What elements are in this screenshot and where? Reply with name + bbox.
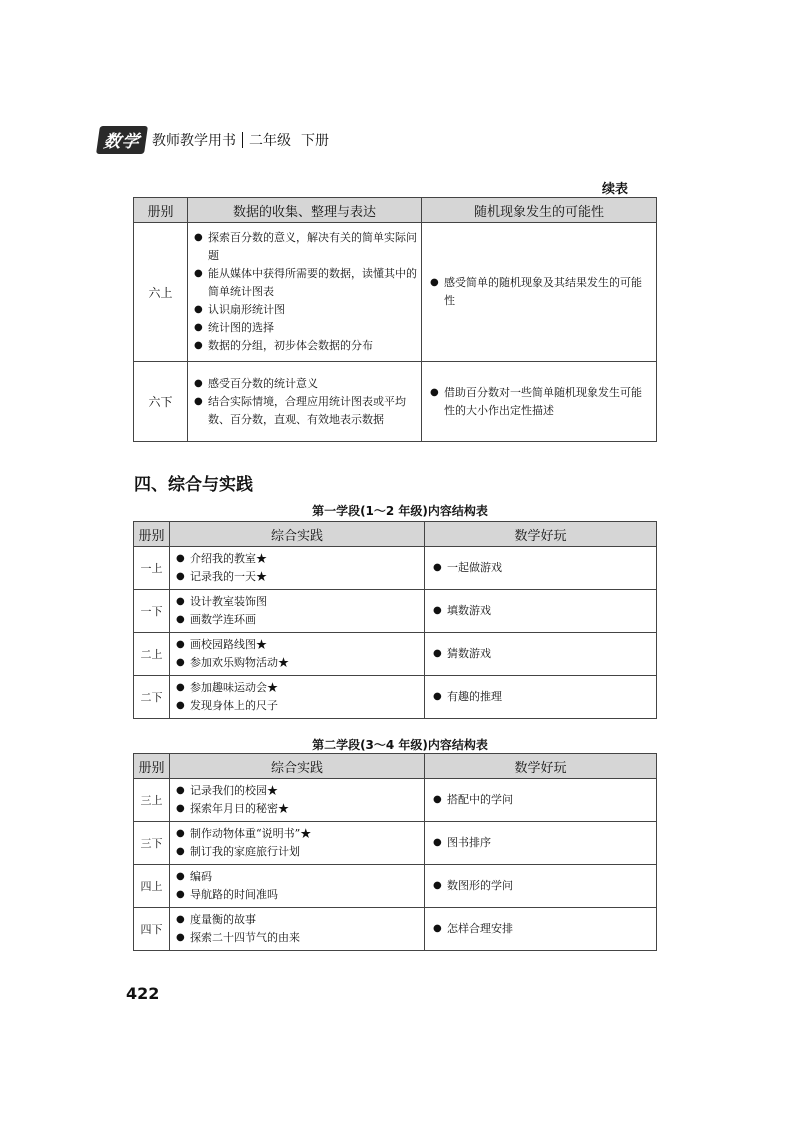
table-row xyxy=(134,779,657,822)
practice-cell xyxy=(170,633,425,676)
list-item: ● 记录我们的校园★ xyxy=(176,782,420,800)
list-item: ● 设计教室装饰图 xyxy=(176,593,420,611)
list-item: ● 图书排序 xyxy=(433,834,652,852)
stage2-structure-table xyxy=(133,753,657,951)
table-row xyxy=(134,223,657,362)
list-item: ● 介绍我的教室★ xyxy=(176,550,420,568)
practice-cell xyxy=(170,908,425,951)
table-row xyxy=(134,822,657,865)
list-item: ● 搭配中的学问 xyxy=(433,791,652,809)
table-row xyxy=(134,590,657,633)
list-item: ● 画数学连环画 xyxy=(176,611,420,629)
book-title: 教师教学用书 xyxy=(152,133,236,149)
data-statistics-table xyxy=(133,197,657,442)
table-header-row xyxy=(134,522,657,547)
header-divider xyxy=(242,132,243,148)
term-cell: 四上 xyxy=(134,865,170,908)
fun-cell xyxy=(425,547,657,590)
col-header-fun: 数学好玩 xyxy=(425,522,657,547)
page-number: 422 xyxy=(126,984,160,1003)
table-row xyxy=(134,676,657,719)
col-header-term: 册别 xyxy=(134,522,170,547)
fun-cell xyxy=(425,633,657,676)
table-row xyxy=(134,908,657,951)
fun-cell xyxy=(425,822,657,865)
list-item: ● 编码 xyxy=(176,868,420,886)
list-item: ● 发现身体上的尺子 xyxy=(176,697,420,715)
term-cell: 一下 xyxy=(134,590,170,633)
term-cell: 二上 xyxy=(134,633,170,676)
data-items-cell xyxy=(188,362,422,442)
random-items-cell xyxy=(422,223,657,362)
fun-cell xyxy=(425,908,657,951)
list-item: ● 参加欢乐购物活动★ xyxy=(176,654,420,672)
list-item: ● 画校园路线图★ xyxy=(176,636,420,654)
table-row xyxy=(134,362,657,442)
list-item: ● 结合实际情境，合理应用统计图表或平均数、百分数，直观、有效地表示数据 xyxy=(194,393,417,429)
running-header xyxy=(98,126,329,154)
col-header-random: 随机现象发生的可能性 xyxy=(422,198,657,223)
term-label: 下册 xyxy=(301,133,329,149)
term-cell: 四下 xyxy=(134,908,170,951)
table-row xyxy=(134,547,657,590)
stage1-structure-table xyxy=(133,521,657,719)
data-items-cell xyxy=(188,223,422,362)
col-header-data: 数据的收集、整理与表达 xyxy=(188,198,422,223)
list-item: ● 感受简单的随机现象及其结果发生的可能性 xyxy=(430,274,652,310)
list-item: ● 探索百分数的意义，解决有关的简单实际问题 xyxy=(194,229,417,265)
col-header-practice: 综合实践 xyxy=(170,754,425,779)
list-item: ● 探索年月日的秘密★ xyxy=(176,800,420,818)
term-cell: 六上 xyxy=(134,223,188,362)
list-item: ● 制订我的家庭旅行计划 xyxy=(176,843,420,861)
list-item: ● 借助百分数对一些简单随机现象发生可能性的大小作出定性描述 xyxy=(430,384,652,420)
table-row xyxy=(134,865,657,908)
list-item: ● 导航路的时间准吗 xyxy=(176,886,420,904)
practice-cell xyxy=(170,676,425,719)
list-item: ● 数据的分组，初步体会数据的分布 xyxy=(194,337,417,355)
random-items-cell xyxy=(422,362,657,442)
col-header-practice: 综合实践 xyxy=(170,522,425,547)
term-cell: 三下 xyxy=(134,822,170,865)
table-row xyxy=(134,633,657,676)
practice-cell xyxy=(170,590,425,633)
continued-label: 续表 xyxy=(601,182,628,197)
term-cell: 一上 xyxy=(134,547,170,590)
term-cell: 二下 xyxy=(134,676,170,719)
col-header-term: 册别 xyxy=(134,754,170,779)
brand-logo: 数学 xyxy=(96,126,148,154)
fun-cell xyxy=(425,865,657,908)
list-item: ● 数图形的学问 xyxy=(433,877,652,895)
list-item: ● 一起做游戏 xyxy=(433,559,652,577)
practice-cell xyxy=(170,822,425,865)
fun-cell xyxy=(425,676,657,719)
practice-cell xyxy=(170,865,425,908)
list-item: ● 探索二十四节气的由来 xyxy=(176,929,420,947)
list-item: ● 猜数游戏 xyxy=(433,645,652,663)
practice-cell xyxy=(170,779,425,822)
table-caption: 第一学段(1～2 年级)内容结构表 xyxy=(312,504,488,518)
list-item: ● 记录我的一天★ xyxy=(176,568,420,586)
fun-cell xyxy=(425,779,657,822)
list-item: ● 怎样合理安排 xyxy=(433,920,652,938)
term-cell: 三上 xyxy=(134,779,170,822)
table-header-row xyxy=(134,198,657,223)
term-cell: 六下 xyxy=(134,362,188,442)
list-item: ● 填数游戏 xyxy=(433,602,652,620)
fun-cell xyxy=(425,590,657,633)
list-item: ● 度量衡的故事 xyxy=(176,911,420,929)
list-item: ● 统计图的选择 xyxy=(194,319,417,337)
list-item: ● 制作动物体重“说明书”★ xyxy=(176,825,420,843)
list-item: ● 参加趣味运动会★ xyxy=(176,679,420,697)
col-header-fun: 数学好玩 xyxy=(425,754,657,779)
table-caption: 第二学段(3～4 年级)内容结构表 xyxy=(312,738,488,752)
section-title: 四、综合与实践 xyxy=(134,475,253,495)
list-item: ● 感受百分数的统计意义 xyxy=(194,375,417,393)
list-item: ● 有趣的推理 xyxy=(433,688,652,706)
col-header-term: 册别 xyxy=(134,198,188,223)
grade-label: 二年级 xyxy=(249,133,291,149)
list-item: ● 能从媒体中获得所需要的数据，读懂其中的简单统计图表 xyxy=(194,265,417,301)
list-item: ● 认识扇形统计图 xyxy=(194,301,417,319)
table-header-row xyxy=(134,754,657,779)
practice-cell xyxy=(170,547,425,590)
